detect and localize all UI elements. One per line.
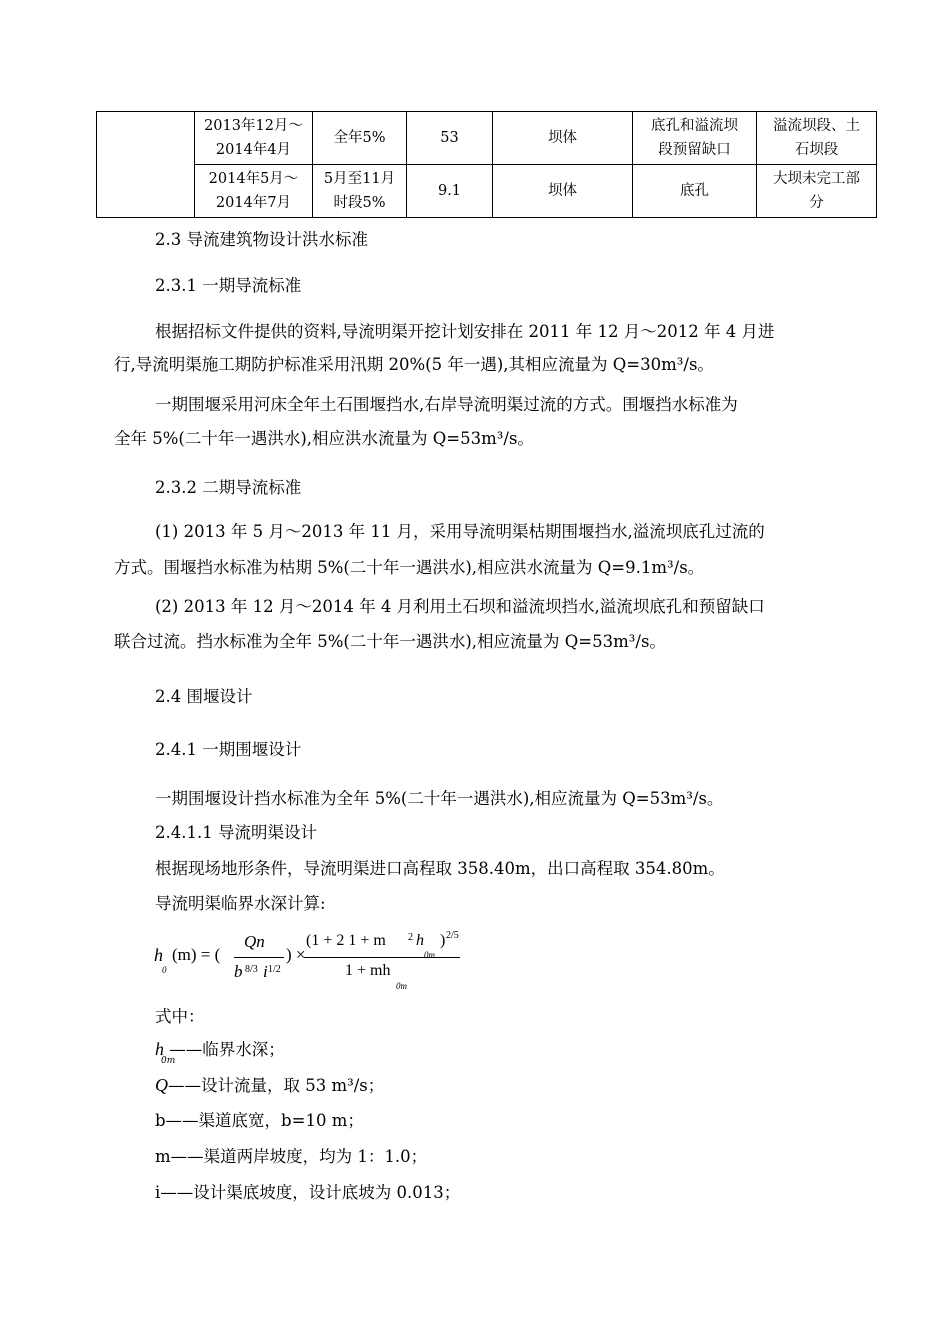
formula-num2-h: h (416, 932, 424, 949)
def-h-sub: 0m (161, 1056, 176, 1066)
critical-depth-formula (150, 928, 470, 998)
paragraph-line: 方式。围堰挡水标准为枯期 5%(二十年一遇洪水),相应洪水流量为 Q=9.1m³/s。 (114, 558, 705, 577)
table-cell-standard: 5月至11月 时段5% (313, 165, 407, 218)
formula-lhs-sub: 0 (162, 965, 167, 975)
table-cell-retaining: 坝体 (493, 112, 633, 165)
def-q-symbol: Q (155, 1075, 168, 1095)
heading-2-4-1: 2.4.1 一期围堰设计 (155, 740, 302, 759)
merged-empty-cell (97, 112, 195, 218)
where-label: 式中： (155, 1007, 205, 1026)
formula-num2-exp: 2/5 (446, 930, 459, 941)
formula-lhs-m: (m) = ( (172, 945, 221, 964)
paragraph-line: 一期围堰设计挡水标准为全年 5%(二十年一遇洪水),相应流量为 Q=53m³/s。 (155, 789, 724, 808)
table-cell-discharge: 底孔 (633, 165, 757, 218)
table-cell-period: 2013年12月～ 2014年4月 (195, 112, 313, 165)
fraction-bar-2 (304, 957, 460, 958)
table-row (97, 112, 877, 165)
formula-num2-close: ) (440, 932, 446, 949)
table-cell-note: 大坝未完工部 分 (757, 165, 877, 218)
table-cell-period: 2014年5月～ 2014年7月 (195, 165, 313, 218)
heading-2-3: 2.3 导流建筑物设计洪水标准 (155, 230, 368, 249)
paragraph-line: 一期围堰采用河床全年土石围堰挡水,右岸导流明渠过流的方式。围堰挡水标准为 (155, 395, 738, 414)
heading-2-4: 2.4 围堰设计 (155, 687, 253, 706)
paragraph-line: 导流明渠临界水深计算: (155, 894, 326, 913)
formula-lhs-h: h (154, 945, 163, 965)
heading-2-4-1-1: 2.4.1.1 导流明渠设计 (155, 823, 317, 842)
formula-den1-b-sup: 8/3 (245, 964, 258, 975)
paragraph-line: 全年 5%(二十年一遇洪水),相应洪水流量为 Q=53m³/s。 (114, 429, 534, 448)
formula-den1-b: b (234, 962, 243, 981)
paragraph-line: 联合过流。挡水标准为全年 5%(二十年一遇洪水),相应流量为 Q=53m³/s。 (114, 632, 666, 651)
heading-2-3-2: 2.3.2 二期导流标准 (155, 478, 302, 497)
formula-den2: 1 + mh (345, 962, 391, 979)
paragraph-line: 根据现场地形条件，导流明渠进口高程取 358.40m，出口高程取 354.80m。 (155, 859, 725, 878)
definition-h: h ——临界水深； (155, 1039, 285, 1059)
paragraph-line: (2) 2013 年 12 月～2014 年 4 月利用土石坝和溢流坝挡水,溢流坝底孔和预留缺口 (155, 597, 765, 616)
definition-b: b——渠道底宽，b=10 m； (155, 1111, 364, 1130)
formula-close-times: ) × (286, 945, 306, 964)
table-cell-discharge: 底孔和溢流坝 段预留缺口 (633, 112, 757, 165)
formula-num2-a: (1 + 2 1 + m (306, 932, 386, 949)
paragraph-line: (1) 2013 年 5 月～2013 年 11 月，采用导流明渠枯期围堰挡水,溢流坝底孔过流的 (155, 522, 765, 541)
table-cell-flow: 53 (407, 112, 493, 165)
formula-den1-i: i (263, 962, 268, 981)
formula-num2-sup: 2 (408, 932, 413, 943)
definition-q: Q——设计流量，取 53 m³/s； (155, 1075, 385, 1095)
def-h-symbol: h (155, 1039, 164, 1059)
paragraph-line: 根据招标文件提供的资料,导流明渠开挖计划安排在 2011 年 12 月～2012 年 4 月进 (155, 322, 775, 341)
diversion-standard-table (96, 111, 877, 218)
table-cell-flow: 9.1 (407, 165, 493, 218)
table-row (97, 165, 877, 218)
definition-m: m——渠道两岸坡度，均为 1：1.0； (155, 1147, 428, 1166)
formula-num1: Qn (244, 932, 265, 951)
fraction-bar-1 (234, 957, 284, 958)
table-cell-standard: 全年5% (313, 112, 407, 165)
definition-i: i——设计渠底坡度，设计底坡为 0.013； (155, 1183, 461, 1202)
heading-2-3-1: 2.3.1 一期导流标准 (155, 276, 302, 295)
formula-den1-i-sup: 1/2 (268, 964, 281, 975)
formula-den2-sub: 0m (396, 981, 407, 991)
paragraph-line: 行,导流明渠施工期防护标准采用汛期 20%(5 年一遇),其相应流量为 Q=30m³/s。 (114, 355, 714, 374)
formula-num2-sub: 0m (424, 950, 435, 960)
table-cell-retaining: 坝体 (493, 165, 633, 218)
table-cell-note: 溢流坝段、土 石坝段 (757, 112, 877, 165)
